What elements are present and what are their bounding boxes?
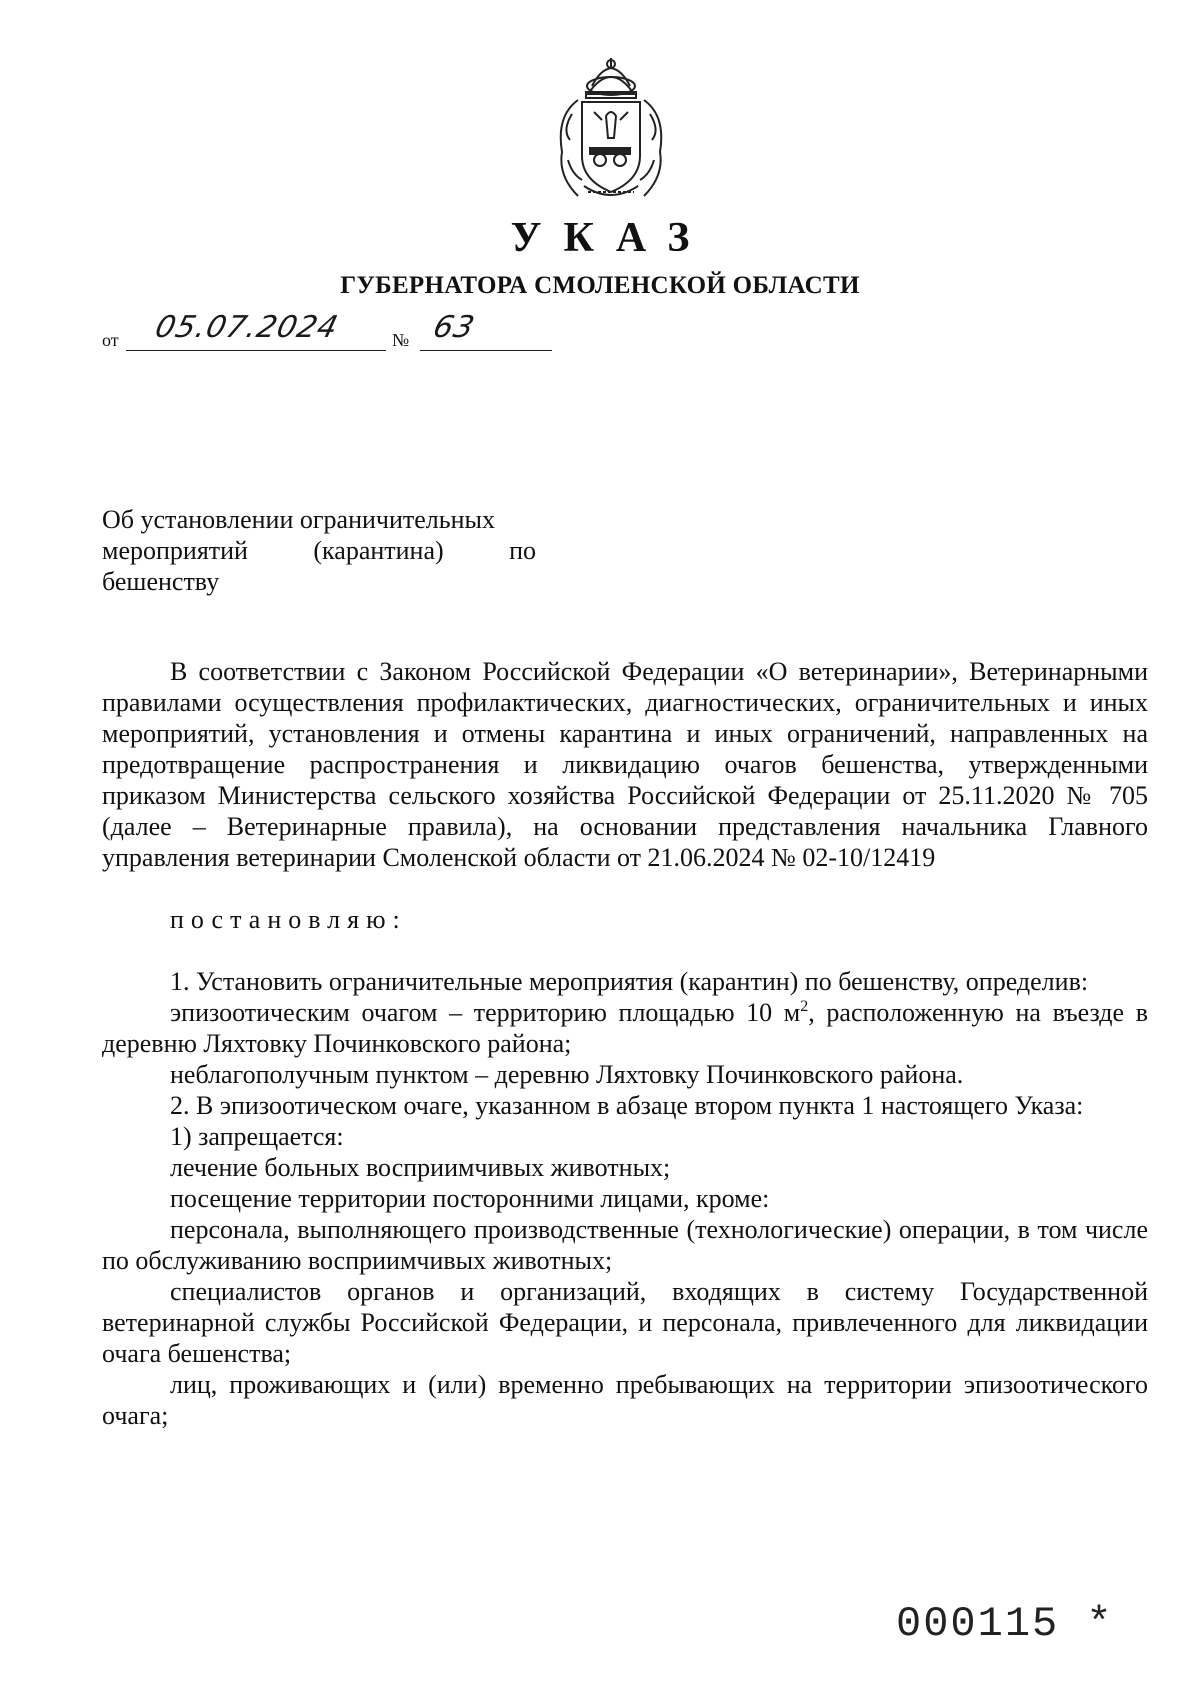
handwritten-number: 63	[429, 310, 479, 345]
paragraph-1a	[102, 997, 1148, 1059]
paragraph-2-1b: посещение территории посторонними лицами, кроме:	[170, 1184, 770, 1213]
number-label: №	[392, 330, 410, 350]
date-field	[126, 310, 386, 351]
paragraph-2: 2. В эпизоотическом очаге, указанном в абзаце втором пункта 1 настоящего Указа:	[170, 1091, 1084, 1120]
paragraph-1a-rest: , расположенную на въезде в деревню Ляхтовку Починковского района;	[102, 998, 1148, 1058]
paragraph-2-1b3: лиц, проживающих и (или) временно пребывающих на территории эпизоотического очага;	[102, 1370, 1148, 1430]
preamble-paragraph: В соответствии с Законом Российской Федерации «О ветеринарии», Ветеринарными правилами осуществления профилактических, диагностических, ограничительных и иных мероприятий, установления и отмены карантина и иных ограничений, направленных на предотвращение распространения и ликвидацию очагов бешенства, утвержденными приказом Министерства сельского хозяйства Российской Федерации от 25.11.2020 № 705 (далее – Ветеринарные правила), на основании представления начальника Главного управления ветеринарии Смоленской области от 21.06.2024 № 02-10/12419	[102, 657, 1148, 872]
decree-word: постановляю:	[170, 905, 407, 934]
date-prefix: от	[102, 330, 119, 350]
decree-subject	[102, 504, 536, 597]
subject-line-1: Об установлении ограничительных	[102, 505, 496, 534]
paragraph-1b: неблагополучным пунктом – деревню Ляхтовку Починковского района.	[170, 1060, 964, 1089]
smolensk-coat-of-arms-icon	[548, 56, 674, 206]
subject-line-3: бешенству	[102, 567, 220, 596]
document-issuer: ГУБЕРНАТОРА СМОЛЕНСКОЙ ОБЛАСТИ	[340, 272, 860, 299]
number-field	[420, 310, 552, 351]
paragraph-2-1b2: специалистов органов и организаций, входящих в систему Государственной ветеринарной службы Российской Федерации, и персонала, привлеченного для ликвидации очага бешенства;	[102, 1277, 1148, 1368]
paragraph-2-1a: лечение больных восприимчивых животных;	[170, 1153, 671, 1182]
document-title: УКАЗ	[510, 215, 712, 261]
superscript-2: 2	[800, 998, 809, 1015]
paragraph-1a-text: эпизоотическим очагом – территорию площадью 10 м	[170, 998, 801, 1027]
handwritten-date: 05.07.2024	[151, 310, 343, 345]
date-number-line	[102, 310, 552, 356]
subject-line-2: мероприятий (карантина) по	[102, 536, 536, 565]
paragraph-1: 1. Установить ограничительные мероприятия (карантин) по бешенству, определив:	[170, 967, 1089, 996]
paragraph-2-1b1: персонала, выполняющего производственные (технологические) операции, в том числе по обслуживанию восприимчивых животных;	[102, 1215, 1148, 1275]
serial-number: 000115 *	[896, 1600, 1114, 1648]
decree-body	[102, 656, 1148, 1431]
paragraph-2-1: 1) запрещается:	[170, 1122, 344, 1151]
